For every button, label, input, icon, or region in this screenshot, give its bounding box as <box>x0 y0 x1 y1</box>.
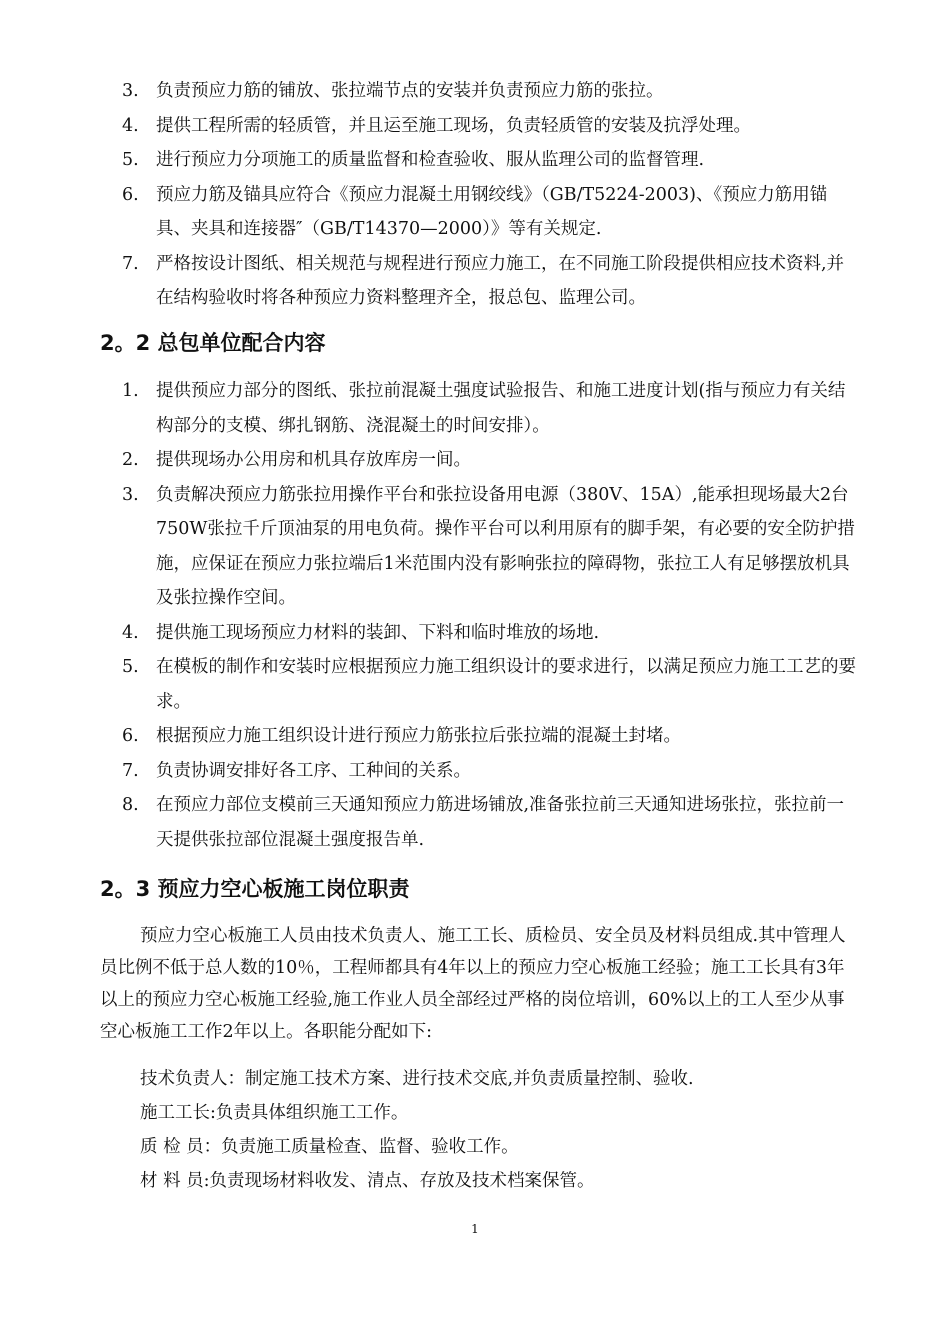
list-item-text: 在预应力部位支模前三天通知预应力筋进场铺放,准备张拉前三天通知进场张拉，张拉前一天提供张拉部位混凝土强度报告单. <box>156 795 845 850</box>
list-item <box>0 650 950 719</box>
list-item-number: 5. <box>122 657 139 677</box>
list-item <box>0 109 950 144</box>
list-item-number: 7. <box>122 253 139 274</box>
list-item-number: 6. <box>122 184 139 205</box>
list-item-text: 负责预应力筋的铺放、张拉端节点的安装并负责预应力筋的张拉。 <box>156 81 664 101</box>
section-heading-2-3: 2。3 预应力空心板施工岗位职责 <box>100 877 410 901</box>
list-item <box>0 247 950 316</box>
list-item <box>0 719 950 754</box>
list-item-text: 预应力筋及锚具应符合《预应力混凝土用钢绞线》（GB/T5224-2003)、《预应力筋用锚具、夹具和连接器″（GB/T14370—2000）》等有关规定. <box>156 184 828 239</box>
list-item-number: 3. <box>122 484 139 505</box>
list-item <box>0 788 950 857</box>
list-item-number: 2. <box>122 450 139 470</box>
role-item: 施工工长:负责具体组织施工工作。 <box>140 1103 409 1123</box>
list-item-text: 负责解决预应力筋张拉用操作平台和张拉设备用电源（380V、15A）,能承担现场最大2台750W张拉千斤顶油泵的用电负荷。操作平台可以利用原有的脚手架，有必要的安全防护措施，应保证在预应力张拉端后1米范围内没有影响张拉的障碍物，张拉工人有足够摆放机具及张拉操作空间。 <box>156 484 855 608</box>
list-item-number: 4. <box>122 115 139 136</box>
list-item <box>0 178 950 247</box>
list-item-text: 提供工程所需的轻质管，并且运至施工现场，负责轻质管的安装及抗浮处理。 <box>156 115 751 136</box>
list-item-text: 根据预应力施工组织设计进行预应力筋张拉后张拉端的混凝土封堵。 <box>156 726 681 746</box>
list-item <box>0 443 950 478</box>
list-item <box>0 143 950 178</box>
section-heading-2-2: 2。2 总包单位配合内容 <box>100 331 326 355</box>
list-item-number: 3. <box>122 81 139 101</box>
list-item <box>0 754 950 789</box>
list-item-number: 6. <box>122 726 139 746</box>
list-item-number: 7. <box>122 760 139 781</box>
list-item-text: 提供预应力部分的图纸、张拉前混凝土强度试验报告、和施工进度计划(指与预应力有关结构部分的支模、绑扎钢筋、浇混凝土的时间安排）。 <box>156 381 846 436</box>
list-item-text: 提供施工现场预应力材料的装卸、下料和临时堆放的场地. <box>156 622 600 643</box>
staffing-paragraph: 预应力空心板施工人员由技术负责人、施工工长、质检员、安全员及材料员组成.其中管理人员比例不低于总人数的10％，工程师都具有4年以上的预应力空心板施工经验；施工工长具有3年以上的预应力空心板施工经验,施工作业人员全部经过严格的岗位培训，60%以上的工人至少从事空心板施工工作2年以上。各职能分配如下: <box>100 926 846 1042</box>
role-item: 技术负责人：制定施工技术方案、进行技术交底,并负责质量控制、验收. <box>140 1069 694 1089</box>
role-list <box>140 1062 860 1198</box>
list-item <box>0 74 950 109</box>
role-item: 质 检 员：负责施工质量检查、监督、验收工作。 <box>140 1137 519 1157</box>
list-item-text: 严格按设计图纸、相关规范与规程进行预应力施工，在不同施工阶段提供相应技术资料,并在结构验收时将各种预应力资料整理齐全，报总包、监理公司。 <box>156 253 845 308</box>
list-item <box>0 616 950 651</box>
list-item-number: 8. <box>122 795 139 815</box>
list-item-text: 进行预应力分项施工的质量监督和检查验收、服从监理公司的监督管理. <box>156 150 705 170</box>
list-item-number: 4. <box>122 622 139 643</box>
role-item: 材 料 员:负责现场材料收发、清点、存放及技术档案保管。 <box>140 1171 595 1191</box>
list-item-text: 在模板的制作和安装时应根据预应力施工组织设计的要求进行，以满足预应力施工工艺的要求。 <box>156 657 856 712</box>
page-number: 1 <box>471 1222 479 1236</box>
list-item-text: 负责协调安排好各工序、工种间的关系。 <box>156 760 471 781</box>
list-item <box>0 478 950 616</box>
list-item <box>0 374 950 443</box>
list-item-number: 5. <box>122 150 139 170</box>
list-item-text: 提供现场办公用房和机具存放库房一间。 <box>156 450 471 470</box>
list-item-number: 1. <box>122 381 139 401</box>
responsibility-list <box>0 74 950 316</box>
contractor-cooperation-list <box>0 374 950 857</box>
